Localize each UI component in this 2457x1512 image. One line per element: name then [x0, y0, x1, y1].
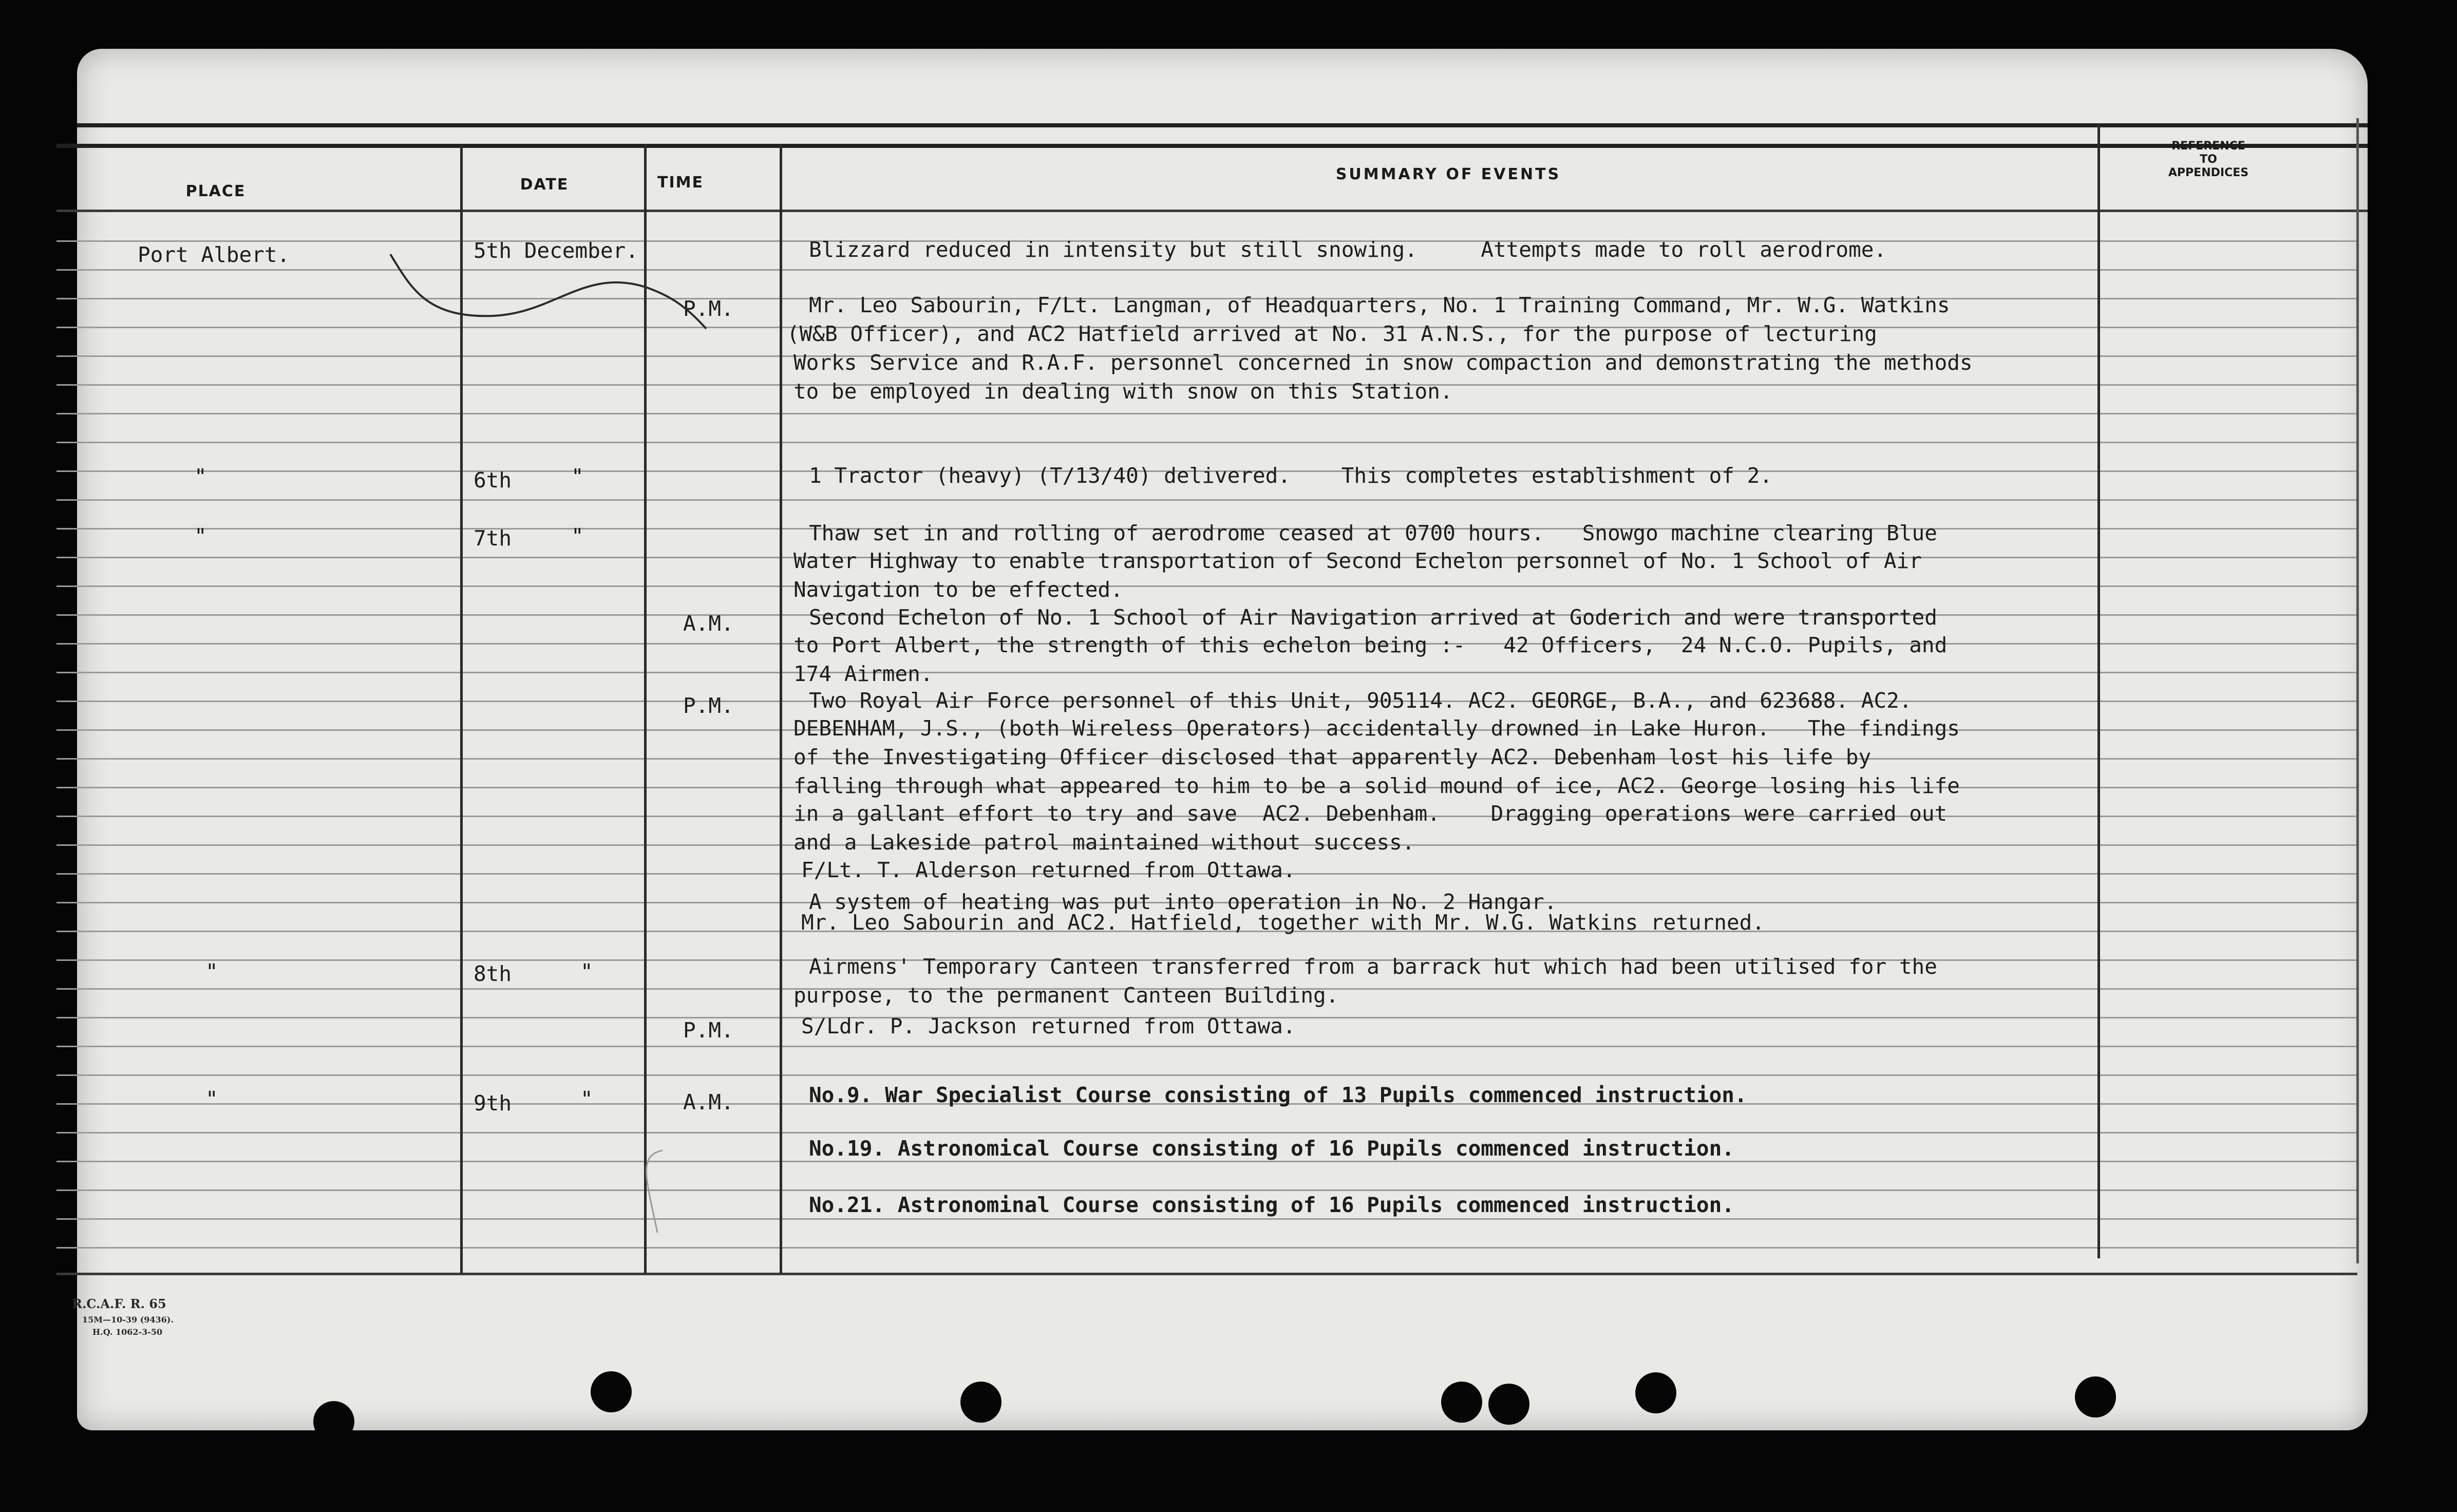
summary-line: of the Investigating Officer disclosed that apparently AC2. Debenham lost his life by: [793, 745, 1872, 769]
time-pm: P.M.: [683, 296, 734, 321]
punch-hole: [591, 1371, 632, 1412]
header-reference-line1: REFERENCE: [2171, 140, 2245, 153]
summary-line: No.21. Astronominal Course consisting of 16 Pupils commenced instruction.: [809, 1193, 1734, 1217]
summary-line: Works Service and R.A.F. personnel concerned in snow compaction and demonstrating the methods: [793, 350, 1973, 375]
summary-line: S/Ldr. P. Jackson returned from Ottawa.: [801, 1014, 1296, 1038]
ditto-date: ": [580, 959, 593, 984]
summary-line: Navigation to be effected.: [793, 577, 1123, 602]
summary-line: purpose, to the permanent Canteen Building.: [793, 983, 1339, 1008]
ditto-place: ": [205, 959, 218, 984]
punch-hole: [1488, 1384, 1529, 1425]
summary-line: Water Highway to enable transportation of Second Echelon personnel of No. 1 School of Air: [793, 549, 1922, 573]
summary-line: and a Lakeside patrol maintained without success.: [793, 830, 1415, 855]
punch-hole: [960, 1382, 1001, 1423]
summary-line: Thaw set in and rolling of aerodrome ceased at 0700 hours. Snowgo machine clearing Blue: [809, 521, 1937, 545]
ditto-place: ": [194, 524, 207, 549]
ditto-place: ": [194, 464, 207, 489]
time-pm: P.M.: [683, 1018, 734, 1043]
summary-line: 1 Tractor (heavy) (T/13/40) delivered. This completes establishment of 2.: [809, 463, 1772, 488]
header-time: TIME: [657, 174, 704, 192]
punch-hole: [1635, 1372, 1676, 1413]
summary-line: (W&B Officer), and AC2 Hatfield arrived at No. 31 A.N.S., for the purpose of lecturing: [787, 322, 1877, 346]
summary-line: Mr. Leo Sabourin and AC2. Hatfield, together with Mr. W.G. Watkins returned.: [801, 910, 1765, 935]
time-am: A.M.: [683, 1090, 734, 1114]
header-place: PLACE: [185, 182, 246, 200]
form-hq-code: H.Q. 1062-3-50: [92, 1327, 163, 1337]
summary-line: Mr. Leo Sabourin, F/Lt. Langman, of Headquarters, No. 1 Training Command, Mr. W.G. Watkins: [809, 293, 1950, 317]
ditto-date: ": [580, 1087, 593, 1111]
header-reference-line3: APPENDICES: [2168, 166, 2249, 179]
summary-line: Airmens' Temporary Canteen transferred from a barrack hut which had been utilised for the: [809, 954, 1937, 979]
summary-line: No.9. War Specialist Course consisting of 13 Pupils commenced instruction.: [809, 1083, 1747, 1107]
summary-line: to Port Albert, the strength of this echelon being :- 42 Officers, 24 N.C.O. Pupils, and: [793, 633, 1948, 657]
summary-line: to be employed in dealing with snow on this Station.: [793, 379, 1453, 404]
ditto-date: ": [571, 524, 584, 549]
summary-line: Blizzard reduced in intensity but still snowing. Attempts made to roll aerodrome.: [809, 237, 1887, 262]
form-number: R.C.A.F. R. 65: [72, 1296, 166, 1311]
date-6th: 6th: [474, 468, 512, 493]
summary-line: in a gallant effort to try and save AC2. Debenham. Dragging operations were carried out: [793, 801, 1948, 826]
time-am: A.M.: [683, 611, 734, 636]
date-5th-december: 5th December.: [474, 238, 638, 263]
date-8th: 8th: [474, 961, 512, 986]
date-9th: 9th: [474, 1091, 512, 1116]
ditto-date: ": [571, 464, 584, 489]
header-summary: SUMMARY OF EVENTS: [1335, 165, 1561, 183]
header-date: DATE: [520, 176, 569, 194]
summary-line: Second Echelon of No. 1 School of Air Navigation arrived at Goderich and were transported: [809, 605, 1937, 630]
summary-line: Two Royal Air Force personnel of this Unit, 905114. AC2. GEORGE, B.A., and 623688. AC2.: [809, 688, 1912, 713]
ditto-place: ": [205, 1087, 218, 1111]
punch-hole: [2075, 1376, 2116, 1418]
summary-line: F/Lt. T. Alderson returned from Ottawa.: [801, 858, 1296, 882]
time-pm: P.M.: [683, 693, 734, 718]
form-print-code: 15M—10-39 (9436).: [82, 1315, 174, 1325]
summary-line: DEBENHAM, J.S., (both Wireless Operators) accidentally drowned in Lake Huron. The findings: [793, 716, 1960, 741]
summary-line: No.19. Astronomical Course consisting of 16 Pupils commenced instruction.: [809, 1136, 1734, 1161]
place-port-albert: Port Albert.: [138, 242, 290, 267]
date-7th: 7th: [474, 526, 512, 551]
summary-line: A system of heating was put into operation in No. 2 Hangar.: [809, 890, 1557, 914]
punch-hole: [1441, 1382, 1482, 1423]
summary-line: 174 Airmen.: [793, 662, 933, 686]
summary-line: falling through what appeared to him to be a solid mound of ice, AC2. George losing his life: [793, 773, 1960, 798]
punch-hole: [313, 1401, 354, 1442]
header-reference-line2: TO: [2200, 153, 2217, 166]
